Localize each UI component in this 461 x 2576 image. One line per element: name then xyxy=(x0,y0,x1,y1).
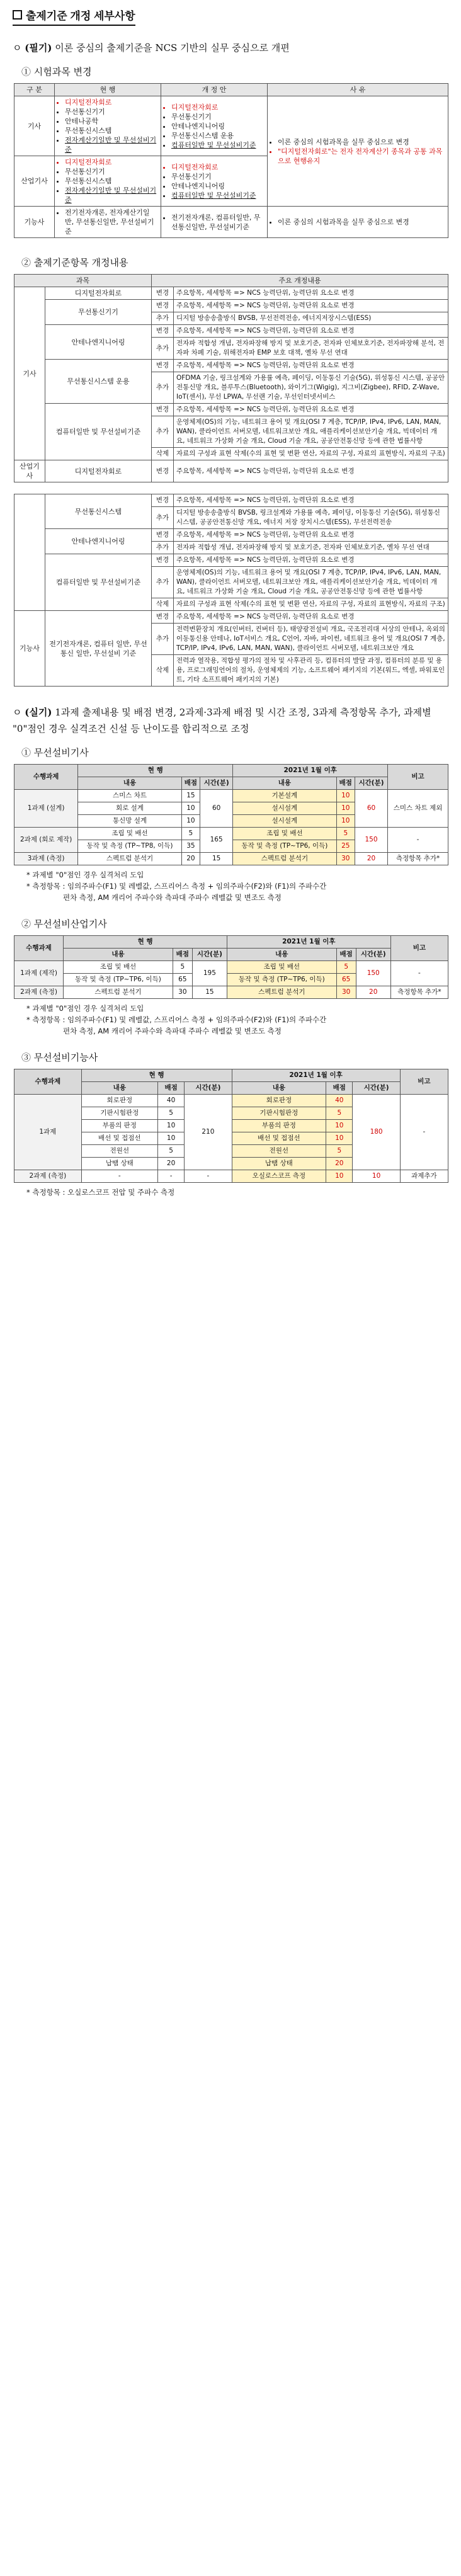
th-sub: 시간(분) xyxy=(356,949,390,961)
new-score-cell: 5 xyxy=(326,1107,353,1120)
exam1-table xyxy=(14,764,448,865)
new-content-cell: 동작 및 측정 (TP~TP6, 이득) xyxy=(227,974,336,986)
th-sub: 시간(분) xyxy=(185,1082,232,1095)
category-cell: 기능사 xyxy=(14,611,45,687)
task-cell: 1과제 xyxy=(14,1095,82,1170)
current-content-cell: 납땜 상태 xyxy=(81,1158,157,1170)
change-type-cell: 변경 xyxy=(152,325,174,338)
practical-summary: ㅇ (실기) 1과제 출제내용 및 배점 변경, 2과제·3과제 배점 및 시간 조정, 3과제 측정항목 추가, 과제별 "0"점인 경우 실격조건 신설 등 난이도를 합리적으로 조정 xyxy=(13,707,431,734)
current-content-cell: - xyxy=(81,1170,157,1183)
footnote: * 측정항목 : 임의주파수(F1) 및 레벨값, 스프리어스 측정 + 임의주파수(F2)와 (F1)의 주파수간 xyxy=(26,1015,327,1024)
th-note: 비고 xyxy=(400,1069,448,1095)
change-content-cell: OFDMA 기술, 링크설계와 가용률 예측, 페이딩, 이동통신 기술(5G), 위성통신 시스템, 공공안전통신망 개요, 블루투스(Bluetooth), 와이기그(Wigig), 지그비(Zigbee), RFID, Z-Wave, IoT(센서), 무선 LPWA, 무선랜 기술, 무선인터넷서비스 xyxy=(174,372,448,404)
new-score-cell: 10 xyxy=(336,802,355,815)
change-content-cell: 주요항목, 세세항목 => NCS 능력단위, 능력단위 요소로 변경 xyxy=(174,611,448,624)
exam1-notes xyxy=(13,869,448,903)
current-content-cell: 통신망 설계 xyxy=(78,815,181,828)
change-content-cell: 주요항목, 세세항목 => NCS 능력단위, 능력단위 요소로 변경 xyxy=(174,360,448,372)
table-row xyxy=(14,300,448,312)
th-note: 비고 xyxy=(390,936,448,961)
note-cell: - xyxy=(400,1095,448,1170)
note-cell: 과제추가 xyxy=(400,1170,448,1183)
change-type-cell: 변경 xyxy=(152,360,174,372)
current-score-cell: 30 xyxy=(173,986,192,999)
exam2-notes xyxy=(13,1003,448,1037)
th-sub: 배점 xyxy=(336,777,355,790)
change-type-cell: 추가 xyxy=(152,542,174,554)
table-row xyxy=(14,529,448,542)
document-page xyxy=(13,0,448,1198)
current-score-cell: - xyxy=(157,1170,184,1183)
th-sub: 내용 xyxy=(81,1082,157,1095)
th-after-2021: 2021년 1월 이후 xyxy=(227,936,390,949)
th-task: 수행과제 xyxy=(14,1069,82,1095)
new-time-cell: 20 xyxy=(355,853,387,865)
task-cell: 2과제 (측정) xyxy=(14,1170,82,1183)
change-content-cell: 주요항목, 세세항목 => NCS 능력단위, 능력단위 요소로 변경 xyxy=(174,287,448,300)
subject-cell: 안테나엔지니어링 xyxy=(45,325,152,360)
current-content-cell: 회로판정 xyxy=(81,1095,157,1107)
current-score-cell: 10 xyxy=(157,1120,184,1132)
th-task: 수행과제 xyxy=(14,765,78,790)
th-category: 구 분 xyxy=(14,84,55,96)
new-content-cell: 스펙트럼 분석기 xyxy=(233,853,336,865)
written-summary: ㅇ (필기) 이론 중심의 출제기준을 NCS 기반의 실무 중심으로 개편 xyxy=(13,42,290,54)
table-row xyxy=(14,1170,448,1183)
new-content-cell: 기본설계 xyxy=(233,790,336,802)
current-time-cell: - xyxy=(185,1170,232,1183)
new-score-cell: 30 xyxy=(336,853,355,865)
table-row xyxy=(14,961,448,974)
table-row: 산업기사 • 디지털전자회로 • 무선통신기기 • 무선통신시스템 • 전자계산기일반 및 무선설비기준 • 디지털전자회로 • 무선통신기기 • 안테나엔지니어링 • 컴퓨터일반 및 무선설비기준 xyxy=(14,156,448,207)
th-sub: 시간(분) xyxy=(353,1082,400,1095)
th-revision: 개 정 안 xyxy=(161,84,268,96)
task-cell: 2과제 (측정) xyxy=(14,986,64,999)
category-cell xyxy=(14,494,45,611)
current-content-cell: 전원선 xyxy=(81,1145,157,1158)
current-score-cell: 5 xyxy=(157,1107,184,1120)
change-content-cell: 주요항목, 세세항목 => NCS 능력단위, 능력단위 요소로 변경 xyxy=(174,554,448,567)
table-header-row xyxy=(14,949,448,961)
new-content-cell: 스펙트럼 분석기 xyxy=(227,986,336,999)
table-header-row xyxy=(14,765,448,777)
th-current: 현 행 xyxy=(55,84,161,96)
subject-cell: 안테나엔지니어링 xyxy=(45,529,152,554)
th-current: 현 행 xyxy=(64,936,227,949)
current-score-cell: 10 xyxy=(181,815,200,828)
note-cell: 측정항목 추가* xyxy=(388,853,448,865)
subject-cell: 무선통신시스템 운용 xyxy=(45,360,152,404)
change-type-cell: 삭제 xyxy=(152,448,174,460)
table-row xyxy=(14,494,448,507)
current-score-cell: 35 xyxy=(181,840,200,853)
table-row xyxy=(14,611,448,624)
current-score-cell: 40 xyxy=(157,1095,184,1107)
th-reason: 사 유 xyxy=(268,84,448,96)
change-type-cell: 변경 xyxy=(152,460,174,482)
new-content-cell: 납땜 상태 xyxy=(232,1158,326,1170)
change-content-cell: 전자파 적합성 개념, 전자파장해 방지 및 보호기준, 전자파 인체보호기준, 옐차 무선 연대 xyxy=(174,542,448,554)
th-sub: 배점 xyxy=(336,949,356,961)
footnote: * 측정항목 : 임의주파수(F1) 및 레벨값, 스프리어스 측정 + 임의주파수(F2)와 (F1)의 주파수간 xyxy=(26,882,327,891)
change-content-cell: 주요항목, 세세항목 => NCS 능력단위, 능력단위 요소로 변경 xyxy=(174,529,448,542)
change-type-cell: 변경 xyxy=(152,404,174,416)
table-row: 기능사 • 전기전자개론, 전자계산기일반, 무선통신일반, 무선설비기준 • 전기전자개론, 컴퓨터일반, 무선통신일반, 무선설비기준 • 이론 중심의 시험과목을 실무 중심으로 변경 xyxy=(14,207,448,238)
th-sub: 내용 xyxy=(233,777,336,790)
th-sub: 시간(분) xyxy=(200,777,233,790)
exam2-heading: ② 무선설비산업기사 xyxy=(21,918,107,930)
new-score-cell: 40 xyxy=(326,1095,353,1107)
change-content-cell: 디지털 방송송출방식 BVSB, 무선전력전송, 에너지저장시스템(ESS) xyxy=(174,312,448,325)
change-content-cell: 주요항목, 세세항목 => NCS 능력단위, 능력단위 요소로 변경 xyxy=(174,460,448,482)
new-time-cell: 150 xyxy=(356,961,390,986)
new-score-cell: 10 xyxy=(326,1120,353,1132)
subject-cell: 무선통신시스템 xyxy=(45,494,152,529)
th-after-2021: 2021년 1월 이후 xyxy=(233,765,388,777)
change-content-cell: 운영체제(OS)의 기능, 네트워크 용어 및 개요(OSI 7 계층, TCP/IP, IPv4, IPv6, LAN, MAN, WAN), 클라이언트 서버모델, 네트워크보안 개요, 애플리케이션보안기술 개요, 빅데이터 개요, 네트워크 가상화 기술 개요, Cloud 기술 개요, 공공안전통신망 등에 관한 법률사항 xyxy=(174,567,448,598)
th-main-changes: 주요 개정내용 xyxy=(152,275,448,287)
document-title: 출제기준 개정 세부사항 xyxy=(13,6,135,26)
new-content-cell: 조립 및 배선 xyxy=(227,961,336,974)
th-subject: 과목 xyxy=(14,275,152,287)
current-time-cell: 210 xyxy=(185,1095,232,1170)
change-content-cell: 전력변환장치 개요(인버터, 컨버터 등), 태양광전설비 개요, 국조전리대 서상의 안테나, 옥외의 이동통신용 안테나, IoT서비스 개요, C언어, 자바, 파이썬, 네트워크 용어 및 개요(OSI 7 계층, TCP/IP, IPv4, IPv6, LAN, MAN, WAN), 클라이언트 서버모델, 네트워크보안 개요 xyxy=(174,624,448,655)
note-cell: 스미스 차트 제외 xyxy=(388,790,448,828)
change-content-cell: 주요항목, 세세항목 => NCS 능력단위, 능력단위 요소로 변경 xyxy=(174,325,448,338)
sec2-heading: ② 출제기준항목 개정내용 xyxy=(21,257,128,268)
new-content-cell: 설시설계 xyxy=(233,815,336,828)
table-row xyxy=(14,790,448,802)
table-header-row xyxy=(14,936,448,949)
new-time-cell: 60 xyxy=(355,790,387,828)
new-score-cell: 10 xyxy=(336,815,355,828)
exam1-heading: ① 무선설비기사 xyxy=(21,747,89,758)
th-sub: 시간(분) xyxy=(355,777,387,790)
exam3-notes xyxy=(13,1187,448,1198)
new-content-cell: 부품의 판정 xyxy=(232,1120,326,1132)
table-row xyxy=(14,828,448,840)
th-sub: 내용 xyxy=(78,777,181,790)
revision-items-table-1 xyxy=(14,274,448,482)
new-score-cell: 10 xyxy=(336,790,355,802)
current-content-cell: 동작 및 측정 (TP~TP8, 이득) xyxy=(78,840,181,853)
th-sub: 배점 xyxy=(181,777,200,790)
checkbox-icon xyxy=(13,10,22,20)
th-sub: 내용 xyxy=(232,1082,326,1095)
current-time-cell: 195 xyxy=(192,961,227,986)
change-content-cell: 주요항목, 세세항목 => NCS 능력단위, 능력단위 요소로 변경 xyxy=(174,404,448,416)
change-type-cell: 변경 xyxy=(152,494,174,507)
note-cell: - xyxy=(390,961,448,986)
category-cell: 기사 xyxy=(14,287,45,460)
table-row xyxy=(14,360,448,372)
new-score-cell: 10 xyxy=(326,1132,353,1145)
th-note: 비고 xyxy=(388,765,448,790)
current-content-cell: 스미스 차트 xyxy=(78,790,181,802)
category-cell: 산업기사 xyxy=(14,460,45,482)
task-cell: 3과제 (측정) xyxy=(14,853,78,865)
new-score-cell: 5 xyxy=(326,1145,353,1158)
th-sub: 시간(분) xyxy=(192,949,227,961)
table-row xyxy=(14,1095,448,1107)
note-cell: - xyxy=(388,828,448,853)
change-type-cell: 변경 xyxy=(152,611,174,624)
current-time-cell: 165 xyxy=(200,828,233,853)
new-content-cell: 오실로스코프 측정 xyxy=(232,1170,326,1183)
current-score-cell: 20 xyxy=(181,853,200,865)
footnote: 편차 측정, AM 캐리어 주파수와 측파대 주파수 레벨값 및 변조도 측정 xyxy=(63,893,282,902)
current-content-cell: 배선 및 접점선 xyxy=(81,1132,157,1145)
exam3-heading: ③ 무선설비기능사 xyxy=(21,1052,98,1063)
table-row xyxy=(14,554,448,567)
table-header-row xyxy=(14,1069,448,1082)
new-score-cell: 5 xyxy=(336,828,355,840)
change-type-cell: 변경 xyxy=(152,287,174,300)
current-score-cell: 5 xyxy=(157,1145,184,1158)
table-row: 기사 • 디지털전자회로 • 무선통신기기 • 안테나공학 • 무선통신시스템 • 전자계산기일반 및 무선설비기준 • 디지털전자회로 • 무선통신기기 • 안테나엔지니어링 • 무선통신시스템 운용 • 컴퓨터일반 및 무선설비기준 • 이론 중심의 시험과목을 실무 중심으로 변경 • "디지털전자회로"는 전자 전자계산기 종목과 공통 과목으로 현행유지 xyxy=(14,96,448,156)
subject-cell: 전기전자개론, 컴퓨터 일반, 무선통신 일반, 무선설비 기준 xyxy=(45,611,152,687)
change-type-cell: 변경 xyxy=(152,300,174,312)
change-type-cell: 추가 xyxy=(152,624,174,655)
new-content-cell: 회로판정 xyxy=(232,1095,326,1107)
current-score-cell: 20 xyxy=(157,1158,184,1170)
note-cell: 측정항목 추가* xyxy=(390,986,448,999)
subject-cell: 컴퓨터일반 및 무선설비기준 xyxy=(45,554,152,611)
subject-cell: 컴퓨터일반 및 무선설비기준 xyxy=(45,404,152,460)
current-content-cell: 회로 설계 xyxy=(78,802,181,815)
th-sub: 내용 xyxy=(64,949,173,961)
table-gap xyxy=(13,482,448,494)
new-time-cell: 180 xyxy=(353,1095,400,1170)
new-score-cell: 25 xyxy=(336,840,355,853)
current-content-cell: 조립 및 배선 xyxy=(78,828,181,840)
table-row xyxy=(14,853,448,865)
new-content-cell: 설시설계 xyxy=(233,802,336,815)
th-sub: 배점 xyxy=(157,1082,184,1095)
footnote: 편차 측정, AM 캐리어 주파수와 측파대 주파수 레벨값 및 변조도 측정 xyxy=(63,1027,282,1035)
table-header-row xyxy=(14,777,448,790)
new-score-cell: 5 xyxy=(336,961,356,974)
change-content-cell: 운영체제(OS)의 기능, 네트워크 용어 및 개요(OSI 7 계층, TCP/IP, IPv4, IPv6, LAN, MAN, WAN), 클라이언트 서버모델, 네트워크보안 개요, 애플리케이션보안기술 개요, 빅데이터 개요, 네트워크 가상화 기술 개요, Cloud 기술 개요, 공공안전통신망 등에 관한 법률사항 xyxy=(174,416,448,448)
current-content-cell: 동작 및 측정 (TP~TP6, 이득) xyxy=(64,974,173,986)
current-content-cell: 부품의 판정 xyxy=(81,1120,157,1132)
table-row xyxy=(14,986,448,999)
change-content-cell: 자료의 구성과 표현 삭제(수의 표현 및 변환 연산, 자료의 구성, 자료의 표현방식, 자료의 구조) xyxy=(174,448,448,460)
table-row xyxy=(14,460,448,482)
change-type-cell: 삭제 xyxy=(152,598,174,611)
th-sub: 내용 xyxy=(227,949,336,961)
change-type-cell: 변경 xyxy=(152,554,174,567)
new-content-cell: 배선 및 접점선 xyxy=(232,1132,326,1145)
change-type-cell: 삭제 xyxy=(152,655,174,687)
new-content-cell: 조립 및 배선 xyxy=(233,828,336,840)
new-content-cell: 동작 및 측정 (TP~TP6, 이득) xyxy=(233,840,336,853)
new-score-cell: 20 xyxy=(326,1158,353,1170)
current-score-cell: 65 xyxy=(173,974,192,986)
new-time-cell: 150 xyxy=(355,828,387,853)
change-content-cell: 전력과 열작용, 적합성 평가의 절차 및 사후관리 등, 컴퓨터의 발달 과정, 컴퓨터의 분류 및 용용, 프로그래밍언어의 절차, 운영체제의 기능, 소프트웨어 패키지의 기본(워드, 엑셀, 파워포인트, 기타 소프트웨어 패키지의 기본) xyxy=(174,655,448,687)
exam2-table xyxy=(14,935,448,999)
current-time-cell: 60 xyxy=(200,790,233,828)
new-score-cell: 65 xyxy=(336,974,356,986)
change-content-cell: 주요항목, 세세항목 => NCS 능력단위, 능력단위 요소로 변경 xyxy=(174,494,448,507)
table-row xyxy=(14,404,448,416)
change-type-cell: 추가 xyxy=(152,507,174,529)
change-content-cell: 자료의 구성과 표현 삭제(수의 표현 및 변환 연산, 자료의 구성, 자료의 표현방식, 자료의 구조) xyxy=(174,598,448,611)
current-score-cell: 5 xyxy=(173,961,192,974)
new-content-cell: 기판시험판정 xyxy=(232,1107,326,1120)
new-score-cell: 30 xyxy=(336,986,356,999)
task-cell: 1과제 (설계) xyxy=(14,790,78,828)
current-content-cell: 스펙트럼 분석기 xyxy=(78,853,181,865)
subject-cell: 무선통신기기 xyxy=(45,300,152,325)
th-sub: 배점 xyxy=(326,1082,353,1095)
subject-change-table xyxy=(14,83,448,238)
footnote: * 측정항목 : 오실로스코프 전압 및 주파수 측정 xyxy=(26,1188,175,1197)
subject-cell: 디지털전자회로 xyxy=(45,460,152,482)
change-type-cell: 추가 xyxy=(152,567,174,598)
change-type-cell: 변경 xyxy=(152,529,174,542)
th-current: 현 행 xyxy=(81,1069,232,1082)
current-content-cell: 조립 및 배선 xyxy=(64,961,173,974)
current-score-cell: 5 xyxy=(181,828,200,840)
change-type-cell: 추가 xyxy=(152,312,174,325)
table-row xyxy=(14,325,448,338)
sec1-heading: ① 시험과목 변경 xyxy=(21,66,92,77)
footnote: * 과제별 "0"점인 경우 실격처리 도입 xyxy=(26,870,144,879)
footnote: * 과제별 "0"점인 경우 실격처리 도입 xyxy=(26,1004,144,1013)
th-current: 현 행 xyxy=(78,765,233,777)
table-row xyxy=(14,287,448,300)
task-cell: 1과제 (제작) xyxy=(14,961,64,986)
current-score-cell: 10 xyxy=(157,1132,184,1145)
current-time-cell: 15 xyxy=(192,986,227,999)
th-sub: 배점 xyxy=(173,949,192,961)
change-type-cell: 추가 xyxy=(152,338,174,360)
new-time-cell: 10 xyxy=(353,1170,400,1183)
change-type-cell: 추가 xyxy=(152,416,174,448)
current-time-cell: 15 xyxy=(200,853,233,865)
current-content-cell: 스펙트럼 분석기 xyxy=(64,986,173,999)
change-content-cell: 디지털 방송송출방식 BVSB, 링크설계와 가용률 예측, 페이딩, 이동통신 기술(5G), 위성통신 시스템, 공공안전통신망 개요, 에너지 저장 장치시스템(ESS), 무선전력전송 xyxy=(174,507,448,529)
current-score-cell: 15 xyxy=(181,790,200,802)
exam3-table xyxy=(14,1069,448,1183)
new-time-cell: 20 xyxy=(356,986,390,999)
task-cell: 2과제 (회로 제작) xyxy=(14,828,78,853)
change-content-cell: 전자파 적합성 개념, 전자파장해 방지 및 보호기준, 전자파 인체보호기준, 전자파장해 분석, 전자파 차폐 기술, 위해전자파 EMP 보호 대책, 옐차 무선 연대 xyxy=(174,338,448,360)
new-content-cell: 전원선 xyxy=(232,1145,326,1158)
current-content-cell: 기판시험판정 xyxy=(81,1107,157,1120)
change-content-cell: 주요항목, 세세항목 => NCS 능력단위, 능력단위 요소로 변경 xyxy=(174,300,448,312)
new-score-cell: 10 xyxy=(326,1170,353,1183)
th-task: 수행과제 xyxy=(14,936,64,961)
th-after-2021: 2021년 1월 이후 xyxy=(232,1069,400,1082)
revision-items-table-2 xyxy=(14,494,448,687)
current-score-cell: 10 xyxy=(181,802,200,815)
subject-cell: 디지털전자회로 xyxy=(45,287,152,300)
change-type-cell: 추가 xyxy=(152,372,174,404)
